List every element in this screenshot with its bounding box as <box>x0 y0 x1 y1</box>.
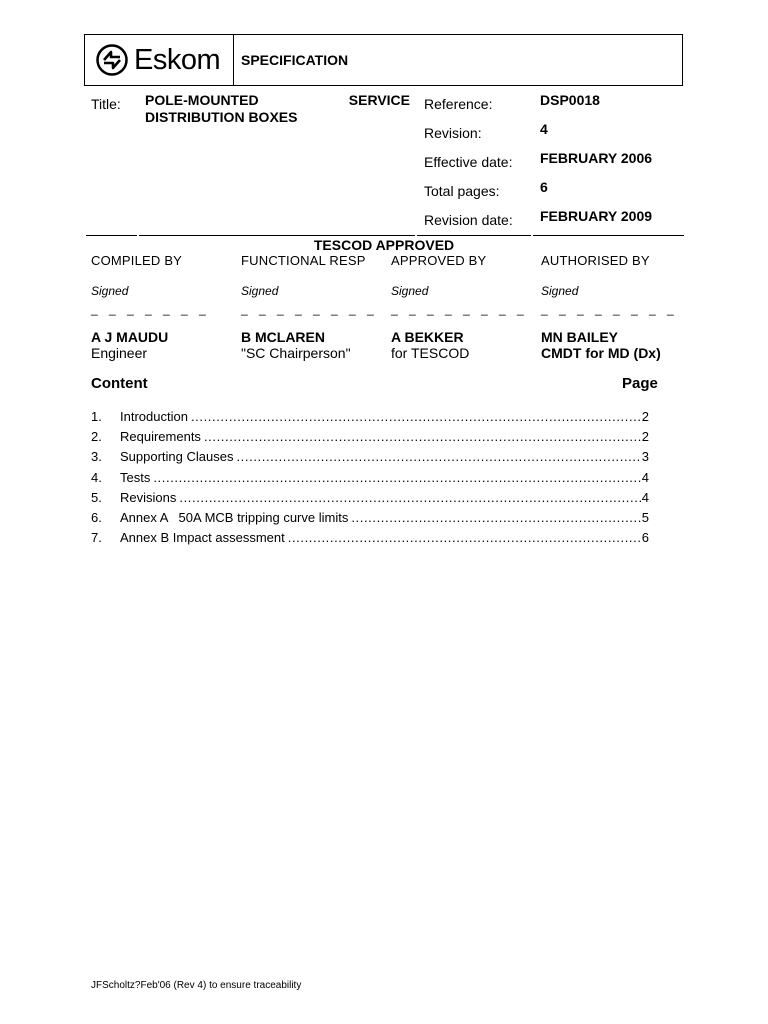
toc-number: 4. <box>91 469 102 485</box>
toc-title: Requirements <box>120 429 201 445</box>
toc-page-number: 5 <box>641 509 649 525</box>
signatory-name: MN BAILEY <box>541 329 618 345</box>
toc-title: Annex A 50A MCB tripping curve limits <box>120 509 349 525</box>
toc-leader <box>191 409 641 424</box>
signature-status: Signed <box>541 284 579 298</box>
signature-status: Signed <box>241 284 279 298</box>
toc-leader <box>351 510 640 525</box>
toc-leader <box>153 470 640 485</box>
signature-status: Signed <box>391 284 429 298</box>
toc-entry[interactable] <box>91 470 649 490</box>
logo-text: Eskom <box>134 43 221 76</box>
total-pages-label: Total pages: <box>424 183 500 199</box>
header-divider <box>233 34 234 86</box>
approved-by-header: APPROVED BY <box>391 253 487 268</box>
title-line2: DISTRIBUTION BOXES <box>145 109 298 125</box>
signatory-name: A BEKKER <box>391 329 464 345</box>
toc-entry[interactable] <box>91 510 649 530</box>
toc-number: 1. <box>91 409 102 424</box>
toc-page-number: 4 <box>641 489 649 505</box>
signature-line: _ _ _ _ _ _ _ _ <box>241 302 378 316</box>
signature-line: _ _ _ _ _ _ _ _ <box>541 302 678 316</box>
document-type: SPECIFICATION <box>241 52 349 68</box>
signatory-role: "SC Chairperson" <box>241 345 351 361</box>
signatory-role: Engineer <box>91 345 148 361</box>
toc-leader <box>179 490 640 505</box>
reference-value: DSP0018 <box>540 92 600 108</box>
toc-entry[interactable] <box>91 490 649 510</box>
toc-leader <box>288 530 641 545</box>
toc-title: Introduction <box>120 409 188 424</box>
toc-entry[interactable] <box>91 530 649 550</box>
toc-number: 7. <box>91 530 102 546</box>
authorised-by-header: AUTHORISED BY <box>541 253 650 268</box>
footer-note: JFScholtz?Feb'06 (Rev 4) to ensure traceability <box>91 980 302 991</box>
signatory-role: CMDT for MD (Dx) <box>541 345 661 361</box>
signatory-name: B MCLAREN <box>241 329 325 345</box>
signatory-role: for TESCOD <box>391 345 470 361</box>
signatory-name: A J MAUDU <box>91 329 169 345</box>
toc-title: Revisions <box>120 489 177 505</box>
total-pages-value: 6 <box>540 179 548 195</box>
divider-rule <box>86 235 137 236</box>
revision-label: Revision: <box>424 125 482 141</box>
functional-resp-header: FUNCTIONAL RESP <box>241 253 366 268</box>
toc-page-number: 2 <box>641 409 649 424</box>
toc-page-number: 6 <box>641 530 649 546</box>
toc-page-number: 2 <box>641 429 649 445</box>
compiled-by-header: COMPILED BY <box>91 253 183 268</box>
title-label: Title: <box>91 96 121 112</box>
toc-page-number: 3 <box>641 449 649 465</box>
title-line1-a: POLE-MOUNTED <box>145 92 259 108</box>
toc-entry[interactable] <box>91 429 649 449</box>
approval-heading: TESCOD APPROVED <box>313 237 455 253</box>
toc-entry[interactable] <box>91 409 649 429</box>
toc-title: Annex B Impact assessment <box>120 530 285 546</box>
divider-rule <box>533 235 684 236</box>
revision-date-label: Revision date: <box>424 212 513 228</box>
divider-rule <box>139 235 415 236</box>
toc-leader <box>236 449 640 464</box>
toc-number: 3. <box>91 449 102 465</box>
eskom-logo <box>96 43 220 77</box>
eskom-logo-icon <box>96 44 128 76</box>
revision-date-value: FEBRUARY 2009 <box>540 208 653 224</box>
toc-page-number: 4 <box>641 469 649 485</box>
toc-entry[interactable] <box>91 449 649 469</box>
toc-number: 5. <box>91 489 102 505</box>
signature-line: _ _ _ _ _ _ _ _ <box>391 302 528 316</box>
toc-number: 2. <box>91 429 102 445</box>
document-title <box>145 92 410 126</box>
table-of-contents <box>91 409 649 550</box>
effective-date-value: FEBRUARY 2006 <box>540 150 653 166</box>
effective-date-label: Effective date: <box>424 154 513 170</box>
signature-status: Signed <box>91 284 129 298</box>
toc-number: 6. <box>91 509 102 525</box>
revision-value: 4 <box>540 121 548 137</box>
reference-label: Reference: <box>424 96 493 112</box>
title-line1-b: SERVICE <box>348 92 410 108</box>
toc-leader <box>204 429 641 444</box>
toc-title: Tests <box>120 469 151 485</box>
divider-rule <box>417 235 531 236</box>
page-heading: Page <box>622 375 658 392</box>
toc-title: Supporting Clauses <box>120 449 234 465</box>
signature-line: _ _ _ _ _ _ _ <box>91 302 210 316</box>
content-heading: Content <box>91 375 148 392</box>
